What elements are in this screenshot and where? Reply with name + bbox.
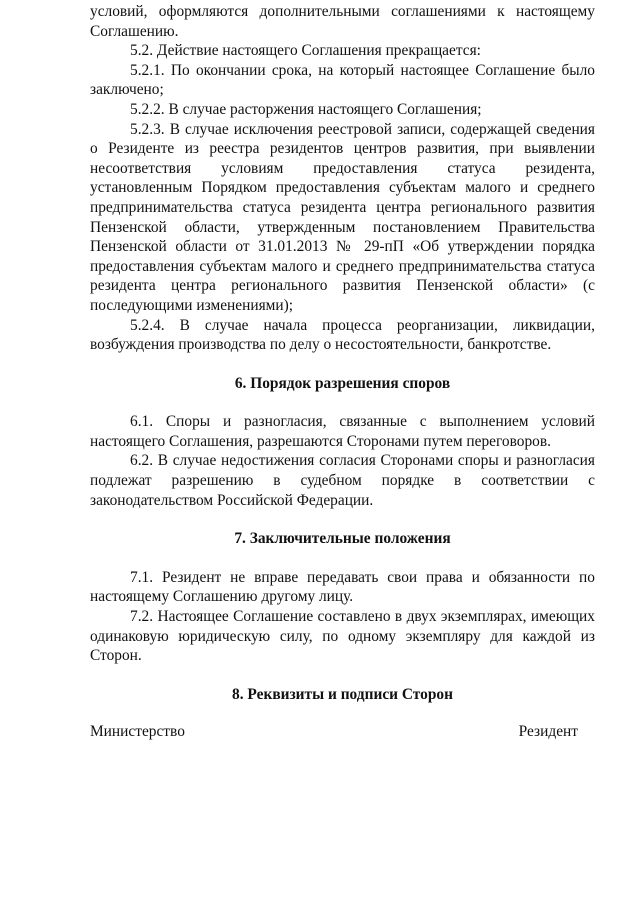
clause-6-2: 6.2. В случае недостижения согласия Сторонами споры и разногласия подлежат разрешению в судебном порядке в соответствии с законодательством Российской Федерации.	[90, 452, 595, 509]
clause-5-2-4: 5.2.4. В случае начала процесса реорганизации, ликвидации, возбуждения производства по делу о несостоятельности, банкротстве.	[90, 316, 595, 354]
section-8-heading: 8. Реквизиты и подписи Сторон	[232, 685, 453, 703]
signature-party-ministry: Министерство	[90, 723, 185, 741]
spacer	[90, 666, 595, 685]
clause-7-2: 7.2. Настоящее Соглашение составлено в двух экземплярах, имеющих одинаковую юридическую силу, по одному экземпляру для каждой из Сторон.	[90, 608, 595, 665]
spacer	[90, 393, 595, 412]
clause-6-1: 6.1. Споры и разногласия, связанные с выполнением условий настоящего Соглашения, разрешаются Сторонами путем переговоров.	[90, 413, 595, 450]
document-body	[90, 2, 595, 742]
spacer	[90, 510, 595, 529]
signature-row	[90, 722, 595, 742]
clause-5-2-2: 5.2.2. В случае расторжения настоящего Соглашения;	[130, 100, 482, 118]
section-6-heading: 6. Порядок разрешения споров	[234, 374, 451, 392]
clause-5-2: 5.2. Действие настоящего Соглашения прекращается:	[130, 42, 481, 60]
paragraph-continuation: условий, оформляются дополнительными соглашениями к настоящему Соглашению.	[90, 3, 595, 40]
signature-party-resident: Резидент	[518, 723, 578, 741]
clause-5-2-3: 5.2.3. В случае исключения реестровой записи, содержащей сведения о Резиденте из реестра резидентов центров развития, при выявлении несоответствия условиям предоставления статуса резидента, установленным Порядком предоставления субъектам малого и среднего предпринимательства статуса резидента центра регионального развития Пензенской области, утвержденным постановлением Правительства Пензенской области от 31.01.2013 № 29-пП «Об утверждении порядка предоставления субъектам малого и среднего предпринимательства статуса резидента центра регионального развития Пензенской области» (с последующими изменениями);	[90, 120, 595, 314]
section-7-heading: 7. Заключительные положения	[234, 530, 451, 548]
clause-7-1: 7.1. Резидент не вправе передавать свои права и обязанности по настоящему Соглашению другому лицу.	[90, 568, 595, 606]
spacer	[90, 549, 595, 568]
spacer	[90, 355, 595, 374]
clause-5-2-1: 5.2.1. По окончании срока, на который настоящее Соглашение было заключено;	[90, 61, 595, 99]
